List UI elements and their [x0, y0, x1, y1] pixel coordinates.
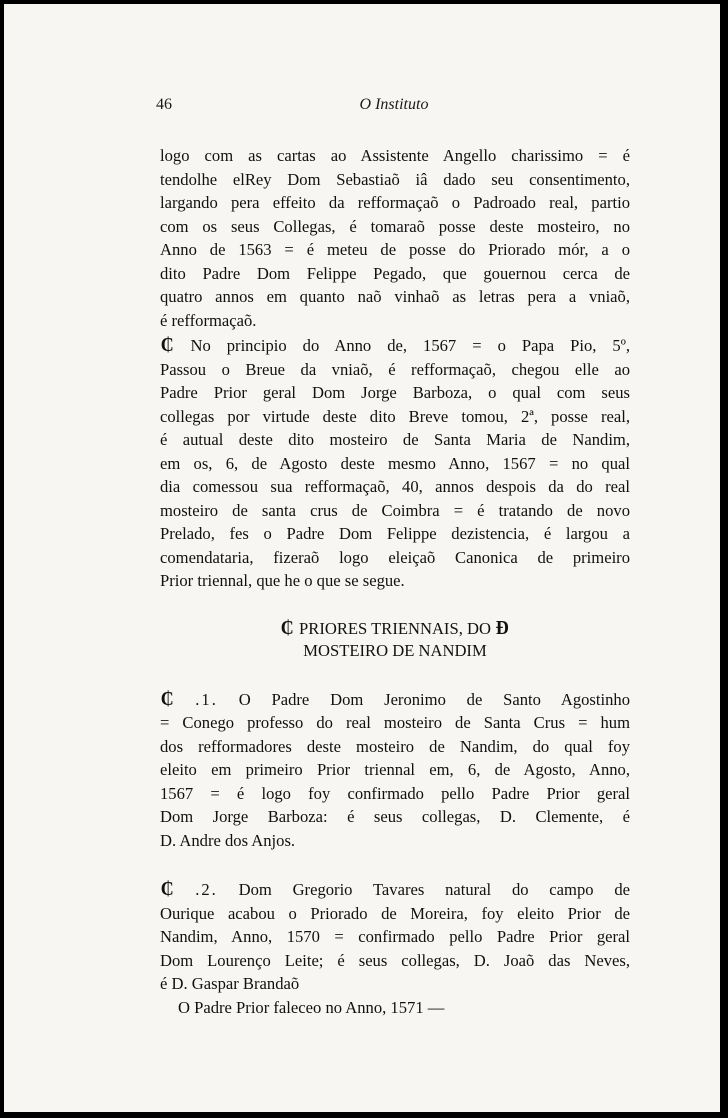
text-line [160, 688, 630, 712]
text-line: quatro annos em quanto naõ vinhaõ as letras pera a vniaõ, [160, 287, 630, 306]
text-line: Prior triennal, que he o que se segue. [160, 571, 405, 590]
closing-line: O Padre Prior faleceo no Anno, 1571 — [178, 997, 445, 1017]
text-line [160, 334, 630, 358]
text-line: Padre Prior geral Dom Jorge Barboza, o qual com seus [160, 383, 630, 402]
running-title: O Instituto [359, 96, 429, 113]
entry-2 [160, 878, 630, 1019]
text-line: eleito em primeiro Prior triennal em, 6, de Agosto, Anno, [160, 760, 630, 779]
text-line: é autual deste dito mosteiro de Santa Maria de Nandim, [160, 430, 630, 449]
pilcrow-left-icon: ₵ [281, 616, 295, 639]
text-line: Dom Jorge Barboza: é seus collegas, D. Clemente, é [160, 807, 630, 826]
section-heading [160, 617, 630, 662]
text-line-content: O Padre Dom Jeronimo de Santo Agostinho [238, 689, 631, 709]
text-line-content: No principio do Anno de, 1567 = o Papa Pio, 5º, [190, 336, 631, 355]
text-line: Dom Lourenço Leite; é seus collegas, D. Joaõ das Neves, [160, 950, 630, 970]
text-line: Nandim, Anno, 1570 = confirmado pello Padre Prior geral [160, 927, 630, 946]
heading-line-1 [160, 617, 630, 640]
text-line-content: Dom Gregorio Tavares natural do campo de [238, 880, 630, 899]
entry-number: .2. [195, 880, 218, 899]
pilcrow-icon: ₵ [160, 878, 174, 900]
text-line: Anno de 1563 = é meteu de posse do Priorado mór, a o [160, 240, 630, 259]
body-text [160, 144, 630, 1019]
paragraph-2 [160, 334, 630, 593]
text-line: comendataria, fizeraõ logo eleiçaõ Canonica de primeiro [160, 547, 630, 567]
heading-text-1: PRIORES TRIENNAIS, DO [299, 618, 491, 638]
text-line: dia comessou sua refformaçaõ, 40, annos despois da do real [160, 477, 630, 496]
text-line: logo com as cartas ao Assistente Angello charissimo = é [160, 146, 630, 165]
text-line: = Conego professo do real mosteiro de Santa Crus = hum [160, 713, 630, 732]
text-line: é D. Gaspar Brandaõ [160, 974, 300, 993]
text-line: em os, 6, de Agosto deste mesmo Anno, 1567 = no qual [160, 453, 630, 473]
text-line [160, 878, 630, 902]
text-line: dito Padre Dom Felippe Pegado, que gouernou cerca de [160, 263, 630, 283]
text-line: Ourique acabou o Priorado de Moreira, foy eleito Prior de [160, 903, 630, 923]
text-line: collegas por virtude deste dito Breve tomou, 2ª, posse real, [160, 406, 630, 426]
text-line: dos refformadores deste mosteiro de Nandim, do qual foy [160, 736, 630, 756]
page-number: 46 [156, 96, 172, 113]
text-line: largando pera effeito da refformaçaõ o Padroado real, partio [160, 193, 630, 212]
pilcrow-icon: ₵ [160, 687, 174, 710]
running-header [154, 96, 634, 120]
text-line: D. Andre dos Anjos. [160, 830, 296, 850]
document-page [4, 4, 720, 1112]
text-line: com os seus Collegas, é tomaraõ posse deste mosteiro, no [160, 216, 630, 236]
entry-number: .1. [195, 689, 218, 709]
text-line: Prelado, fes o Padre Dom Felippe dezistencia, é largou a [160, 524, 630, 543]
heading-line-2: MOSTEIRO DE NANDIM [303, 640, 487, 660]
text-line: Passou o Breue da vniaõ, é refformaçaõ, chegou elle ao [160, 359, 630, 379]
pilcrow-right-icon: Ɖ [495, 616, 509, 639]
paragraph-1 [160, 144, 630, 332]
pilcrow-icon: ₵ [160, 334, 174, 356]
text-line: mosteiro de santa crus de Coimbra = é tratando de novo [160, 500, 630, 520]
text-line: 1567 = é logo foy confirmado pello Padre Prior geral [160, 783, 630, 803]
entry-1 [160, 688, 630, 853]
text-line: tendolhe elRey Dom Sebastiaõ iâ dado seu consentimento, [160, 169, 630, 189]
text-line: é refformaçaõ. [160, 310, 257, 330]
